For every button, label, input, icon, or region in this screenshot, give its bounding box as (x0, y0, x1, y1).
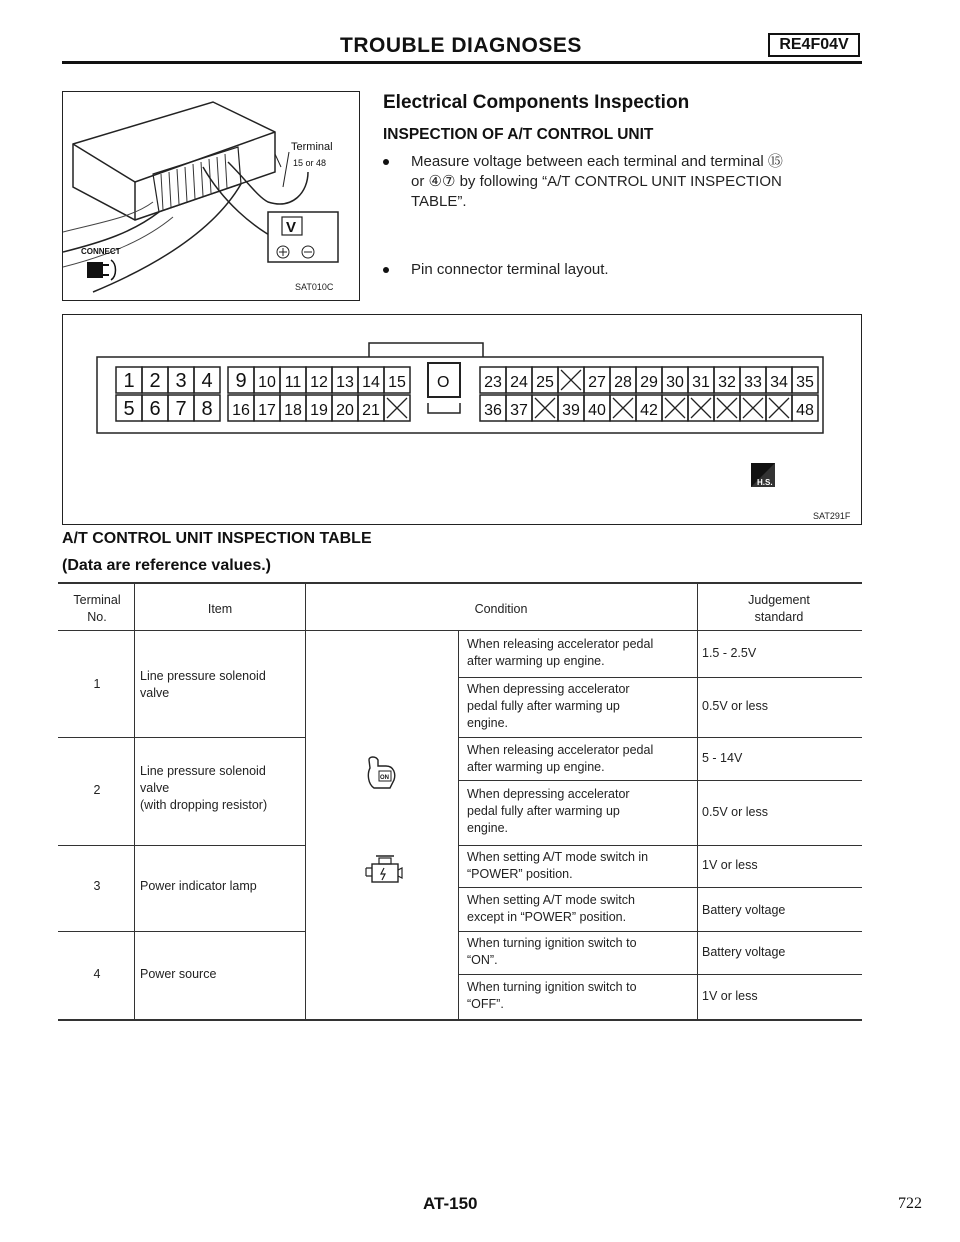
ignition-on-icon (364, 754, 398, 792)
table-row-3-condition-1: When setting A/T mode switch in “POWER” position. (467, 850, 649, 881)
pin-number-10: 10 (258, 374, 276, 391)
pin-number-32: 32 (718, 374, 736, 391)
pin-number-20: 20 (336, 402, 354, 419)
table-row-1-condition-2: When depressing accelerator pedal fully after warming up engine. (467, 682, 630, 730)
pin-number-1: 1 (123, 370, 135, 392)
pin-number-9: 9 (235, 370, 247, 392)
table-row-2-terminal: 2 (93, 783, 101, 797)
connector-figure-ref: SAT291F (813, 511, 851, 521)
pin-number-34: 34 (770, 374, 788, 391)
table-row-3-condition-2: When setting A/T mode switch except in “POWER” position. (467, 893, 635, 924)
table-row-2-judge-2: 0.5V or less (702, 805, 769, 819)
header-item: Item (207, 602, 233, 616)
svg-text:O: O (437, 374, 450, 391)
pin-number-19: 19 (310, 402, 328, 419)
pin-number-40: 40 (588, 402, 606, 419)
table-row-4-terminal: 4 (93, 967, 101, 981)
pin-number-2: 2 (149, 370, 161, 392)
header-condition: Condition (474, 602, 528, 616)
table-row-3-judge-2: Battery voltage (702, 903, 786, 917)
table-row-2-item: Line pressure solenoid valve (with dropping resistor) (140, 764, 268, 812)
pin-number-33: 33 (744, 374, 762, 391)
terminal-callout: Terminal (291, 141, 333, 153)
table-row-3-item: Power indicator lamp (140, 879, 257, 893)
hs-label: H.S. (757, 478, 773, 487)
figure-ref: SAT010C (295, 282, 334, 292)
svg-text:ON: ON (380, 775, 389, 781)
pin-number-18: 18 (284, 402, 302, 419)
pin-number-6: 6 (149, 398, 161, 420)
table-row-2-judge-1: 5 - 14V (702, 751, 743, 765)
page-number: 722 (898, 1195, 922, 1212)
table-row-1-item: Line pressure solenoid valve (140, 669, 266, 700)
table-row-4-item: Power source (140, 967, 217, 981)
bullet-line-2: or ④⑦ by following “A/T CONTROL UNIT INSPECTION (411, 173, 782, 190)
pin-number-17: 17 (258, 402, 276, 419)
pin-number-27: 27 (588, 374, 606, 391)
table-row-4-judge-1: Battery voltage (702, 945, 786, 959)
pin-number-30: 30 (666, 374, 684, 391)
table-title: A/T CONTROL UNIT INSPECTION TABLE (62, 530, 372, 547)
pin-number-5: 5 (123, 398, 135, 420)
section-subtitle: INSPECTION OF A/T CONTROL UNIT (383, 126, 654, 143)
table-row-4-judge-2: 1V or less (702, 989, 758, 1003)
pin-number-29: 29 (640, 374, 658, 391)
table-row-4-condition-2: When turning ignition switch to “OFF”. (467, 980, 637, 1011)
pin-number-28: 28 (614, 374, 632, 391)
bullet-line-3: TABLE”. (411, 193, 467, 210)
pin-number-11: 11 (284, 374, 302, 391)
voltmeter-label: V (286, 219, 297, 236)
pin-number-35: 35 (796, 374, 814, 391)
page-code: AT-150 (423, 1194, 478, 1213)
header-terminal: Terminal No. (73, 593, 121, 624)
pin-number-39: 39 (562, 402, 580, 419)
table-row-1-judge-1: 1.5 - 2.5V (702, 646, 757, 660)
engine-running-icon (364, 854, 404, 886)
table-row-2-condition-2: When depressing accelerator pedal fully after warming up engine. (467, 787, 630, 835)
pin-number-16: 16 (232, 402, 250, 419)
model-code-badge: RE4F04V (768, 33, 860, 57)
pin-number-37: 37 (510, 402, 528, 419)
pin-number-24: 24 (510, 374, 528, 391)
pin-number-36: 36 (484, 402, 502, 419)
pin-number-14: 14 (362, 374, 380, 391)
bullet-pin-layout-text: Pin connector terminal layout. (411, 261, 609, 278)
table-row-4-condition-1: When turning ignition switch to “ON”. (467, 936, 637, 967)
table-row-1-judge-2: 0.5V or less (702, 699, 769, 713)
pin-number-7: 7 (175, 398, 187, 420)
page-header-title: TROUBLE DIAGNOSES (340, 34, 582, 57)
pin-number-48: 48 (796, 402, 814, 419)
section-title: Electrical Components Inspection (383, 92, 690, 113)
pin-number-15: 15 (388, 374, 406, 391)
table-row-1-condition-1: When releasing accelerator pedal after warming up engine. (467, 637, 654, 668)
pin-number-4: 4 (201, 370, 213, 392)
bullet-line-1: Measure voltage between each terminal and terminal ⑮ (411, 153, 783, 170)
terminal-callout-sub: 15 or 48 (293, 158, 327, 168)
pin-number-21: 21 (362, 402, 380, 419)
pin-number-25: 25 (536, 374, 554, 391)
table-row-1-terminal: 1 (93, 677, 101, 691)
pin-number-12: 12 (310, 374, 328, 391)
pin-number-8: 8 (201, 398, 213, 420)
header-judgement: Judgement standard (748, 593, 810, 624)
table-row-3-judge-1: 1V or less (702, 858, 758, 872)
table-subtitle: (Data are reference values.) (62, 557, 271, 574)
pin-number-42: 42 (640, 402, 658, 419)
pin-number-13: 13 (336, 374, 354, 391)
table-row-2-condition-1: When releasing accelerator pedal after warming up engine. (467, 743, 654, 774)
pin-number-3: 3 (175, 370, 187, 392)
pin-number-23: 23 (484, 374, 502, 391)
connect-label: CONNECT (81, 247, 121, 256)
table-row-3-terminal: 3 (93, 879, 101, 893)
pin-number-31: 31 (692, 374, 710, 391)
